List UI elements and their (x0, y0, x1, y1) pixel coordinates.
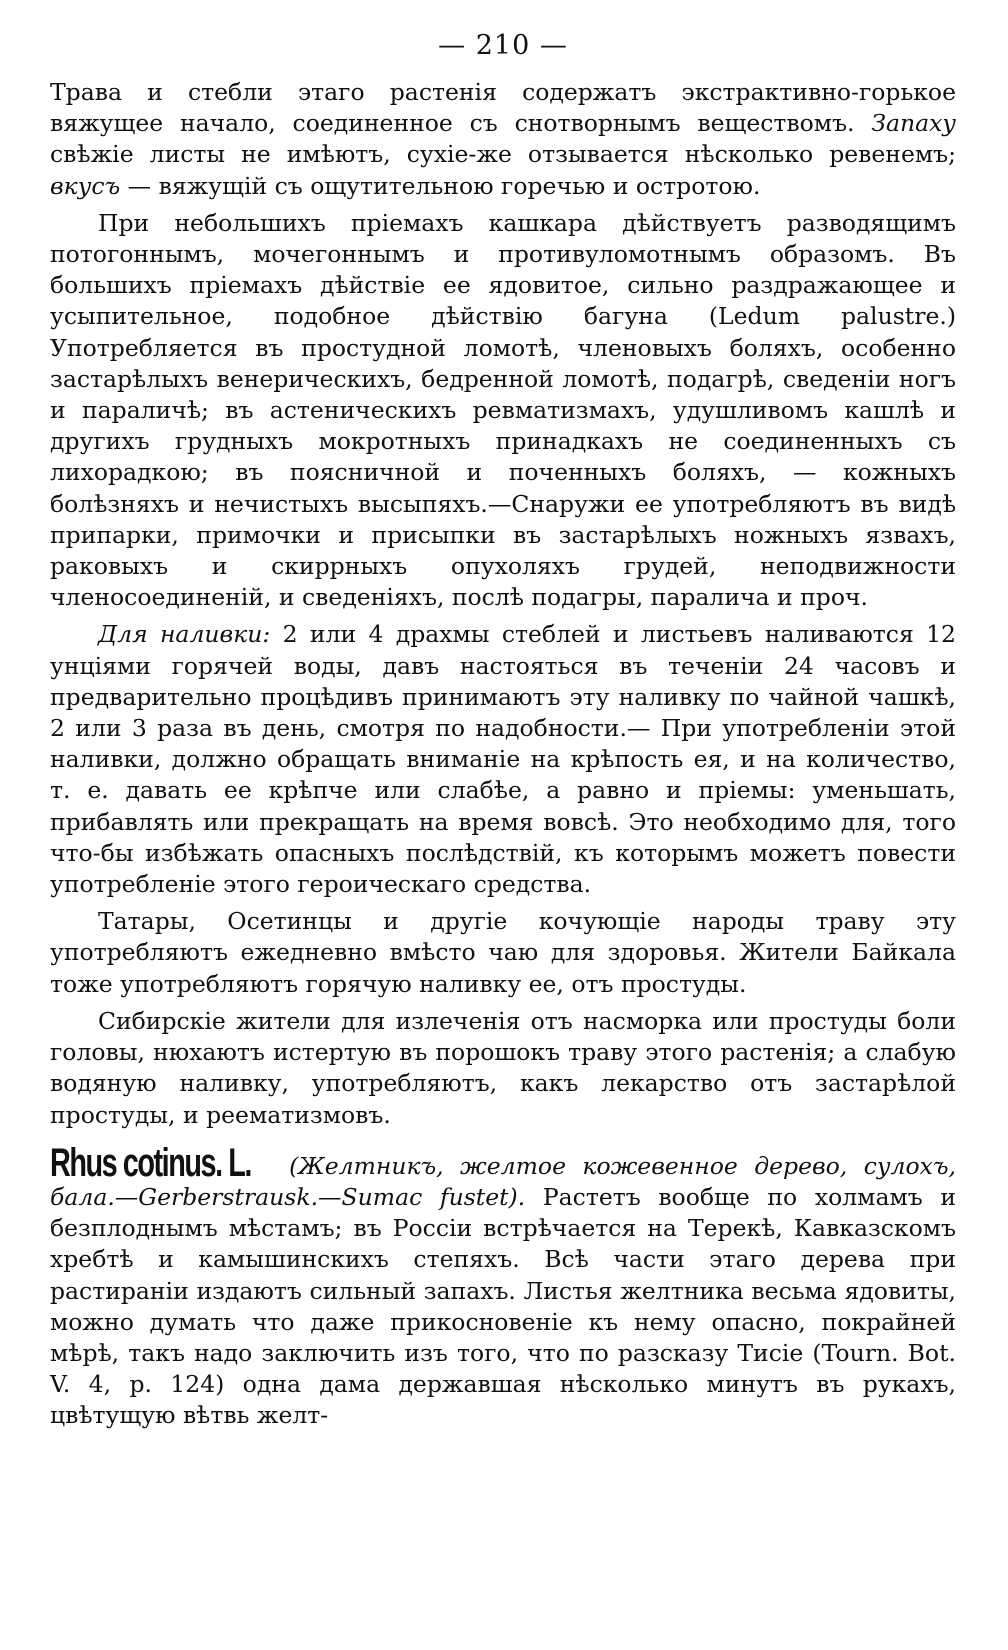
properties-mid: свѣжіе листы не имѣютъ, сухіе-же отзывается нѣсколько ревенемъ; (50, 140, 956, 169)
smell-label: Запаху (871, 109, 956, 138)
infusion-label: Для наливки: (98, 620, 271, 649)
paragraph-tatars: Татары, Осетинцы и другіе кочующіе народы траву эту употребляютъ ежедневно вмѣсто чаю для здоровья. Жители Байкала тоже употребляютъ горячую наливку ее, отъ простуды. (50, 907, 956, 998)
species-synonyms: (Желтникъ, желтое кожевенное дерево, сулохъ, бала.—Gerberstrausk.—Sumac fustet). (50, 1151, 956, 1211)
paragraph-infusion (50, 619, 956, 900)
infusion-body: 2 или 4 драхмы стеблей и листьевъ наливаются 12 унціями горячей воды, давъ настояться въ теченіи 24 часовъ и предварительно процѣдивъ принимаютъ эту наливку по чайной чашкѣ, 2 или 3 раза въ день, смотря по надобности.— При употребленіи этой наливки, должно обращать вниманіе на крѣпость ея, и на количество, т. е. давать ее крѣпче или слабѣе, а равно и пріемы: уменьшать, прибавлять или прекращать на время вовсѣ. Это необходимо для, того что-бы избѣжать опасныхъ послѣдствій, къ которымъ можетъ повести употребленіе этого героическаго средства. (50, 620, 956, 899)
page-number: — 210 — (438, 30, 568, 61)
paragraph-action: При небольшихъ пріемахъ кашкара дѣйствуетъ разводящимъ потогоннымъ, мочегоннымъ и противуломотнымъ образомъ. Въ большихъ пріемахъ дѣйствіе ее ядовитое, сильно раздражающее и усыпительное, подобное дѣйствію багуна (Ledum palustre.) Употребляется въ простудной ломотѣ, членовыхъ боляхъ, особенно застарѣлыхъ венерическихъ, бедренной ломотѣ, подагрѣ, сведеніи ногъ и параличѣ; въ астеническихъ ревматизмахъ, удушливомъ кашлѣ и другихъ грудныхъ мокротныхъ принадкахъ не соединенныхъ съ лихорадкою; въ поясничной и поченныхъ боляхъ, — кожныхъ болѣзняхъ и нечистыхъ высыпяхъ.—Снаружи ее употребляютъ въ видѣ припарки, примочки и присыпки въ застарѣлыхъ ножныхъ язвахъ, раковыхъ и скиррныхъ опухоляхъ грудей, неподвижности членосоединеній, и сведеніяхъ, послѣ подагры, паралича и проч. (50, 208, 956, 612)
species-body: Растетъ вообще по холмамъ и безплоднымъ мѣстамъ; въ Россіи встрѣчается на Терекѣ, Кавказскомъ хребтѣ и камышинскихъ степяхъ. Всѣ части этаго дерева при растираніи издаютъ сильный запахъ. Листья желтника весьма ядовиты, можно думать что даже прикосновеніе къ нему опасно, покрайней мѣрѣ, такъ надо заключить изъ того, что по разсказу Tиcie (Tourn. Bot. V. 4, p. 124) одна дама державшая нѣсколько минутъ въ рукахъ, цвѣтущую вѣтвь желт- (50, 1182, 956, 1430)
species-heading: Rhus cotinus. L. (50, 1140, 251, 1185)
properties-tail: — вяжущій съ ощутительною горечью и остротою. (120, 171, 761, 200)
properties-lead: Трава и стебли этаго растенія содержатъ экстрактивно-горькое вяжущее начало, соединенное съ снотворнымъ веществомъ. (50, 78, 956, 138)
paragraph-properties (50, 77, 956, 202)
taste-label: вкусъ (50, 171, 121, 200)
paragraph-rhus-cotinus (50, 1140, 956, 1432)
paragraph-siberians: Сибирскіе жители для излеченія отъ насморка или простуды боли головы, нюхаютъ истертую въ порошокъ траву этого растенія; а слабую водяную наливку, употребляютъ, какъ лекарство отъ застарѣлой простуды, и реематизмовъ. (50, 1006, 956, 1129)
